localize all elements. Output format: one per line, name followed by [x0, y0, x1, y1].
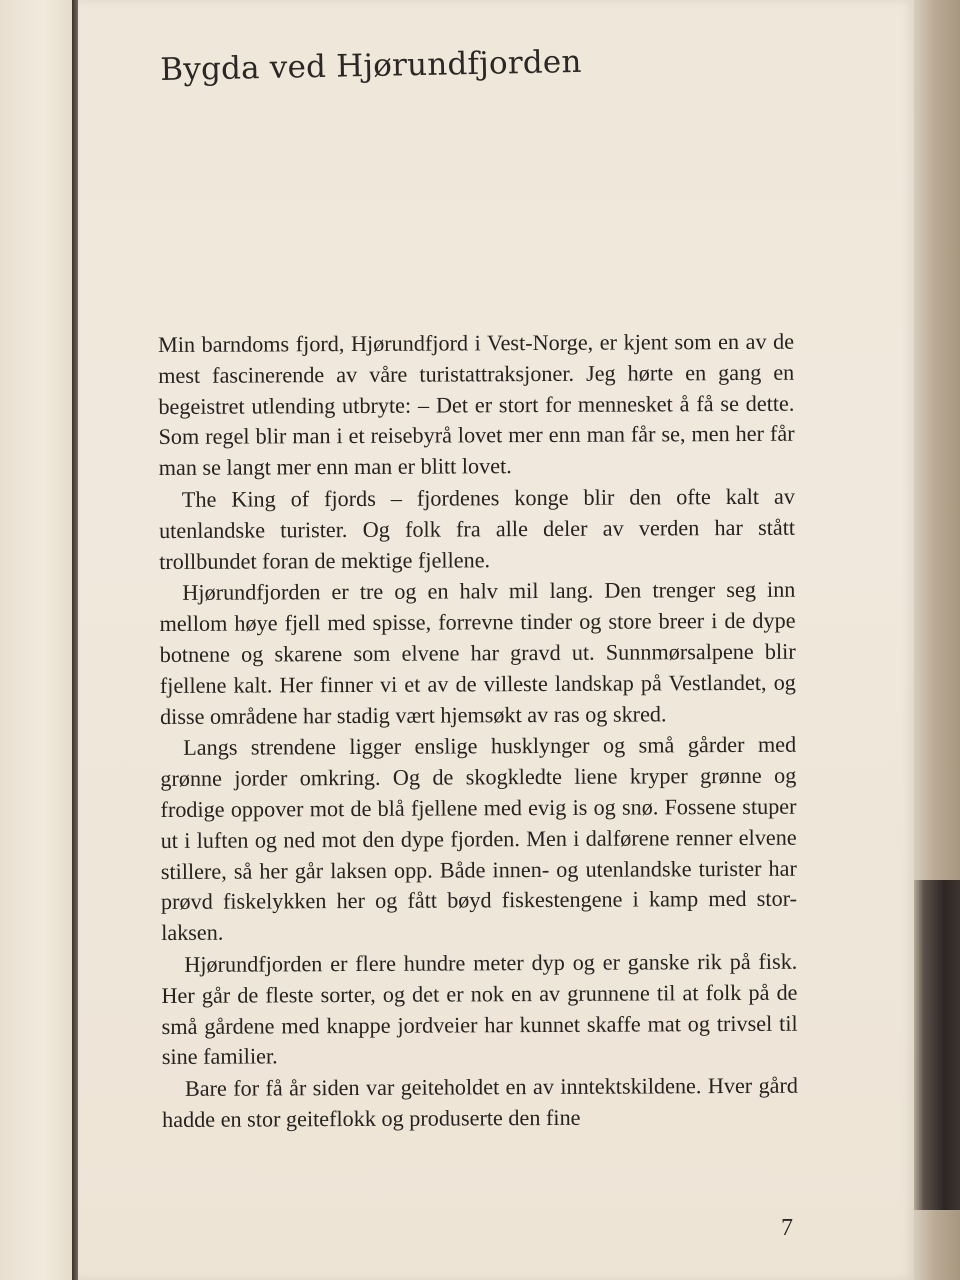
paragraph-5: Hjørundfjorden er flere hundre meter dyp og er ganske rik på fisk. Her går de fleste sorter, og det er nok en av grunnene til at folk på de små gårdene med knappe jordveier har kunnet skaffe mat og trivsel til sine familier. — [161, 948, 798, 1070]
page-number: 7 — [781, 1215, 793, 1241]
paragraph-4: Langs strendene ligger enslige husklynger og små gårder med grønne jorder omkring. Og de skogkledte liene kryper grønne og frodige oppover mot de blå fjellene med evig is og snø. Fossene stuper ut i luften og ned mot den dype fjorden. Men i dalførene renner elvene stillere, så her går laksen opp. Både innen- og utenlandske turister har prøvd fiskelykken her og fått bøyd fiskestengene i kamp med stor-laksen. — [160, 732, 798, 946]
chapter-title: Bygda ved Hjørundfjorden — [160, 43, 582, 88]
book-page — [78, 0, 916, 1280]
left-page-margin — [0, 0, 72, 1280]
background-object — [914, 880, 960, 1210]
paragraph-2: The King of fjords – fjordenes konge blir den ofte kalt av utenlandske turister. Og folk fra alle deler av verden har stått trollbundet foran de mektige fjellene. — [158, 483, 796, 574]
paragraph-6: Bare for få år siden var geiteholdet en av inntektskildene. Hver gård hadde en stor geiteflokk og produserte den fine — [162, 1072, 799, 1132]
body-text — [158, 327, 798, 1136]
paragraph-1: Min barndoms fjord, Hjørundfjord i Vest-Norge, er kjent som en av de mest fascinerende av våre turistattraksjoner. Jeg hørte en gang en begeistret utlending utbryte: – Det er stort for mennesket å få se dette. Som regel blir man i et reisebyrå lovet mer enn man får se, men her får man se langt mer enn man er blitt lovet. — [158, 328, 795, 481]
paragraph-3: Hjørundfjorden er tre og en halv mil lang. Den trenger seg inn mellom høye fjell med spisse, forrevne tinder og store breer i de dype botnene og skarene som elvene har gravd ut. Sunnmørsalpene blir fjellene kalt. Her finner vi et av de villeste landskap på Vestlandet, og disse områdene har stadig vært hjemsøkt av ras og skred. — [159, 577, 796, 729]
